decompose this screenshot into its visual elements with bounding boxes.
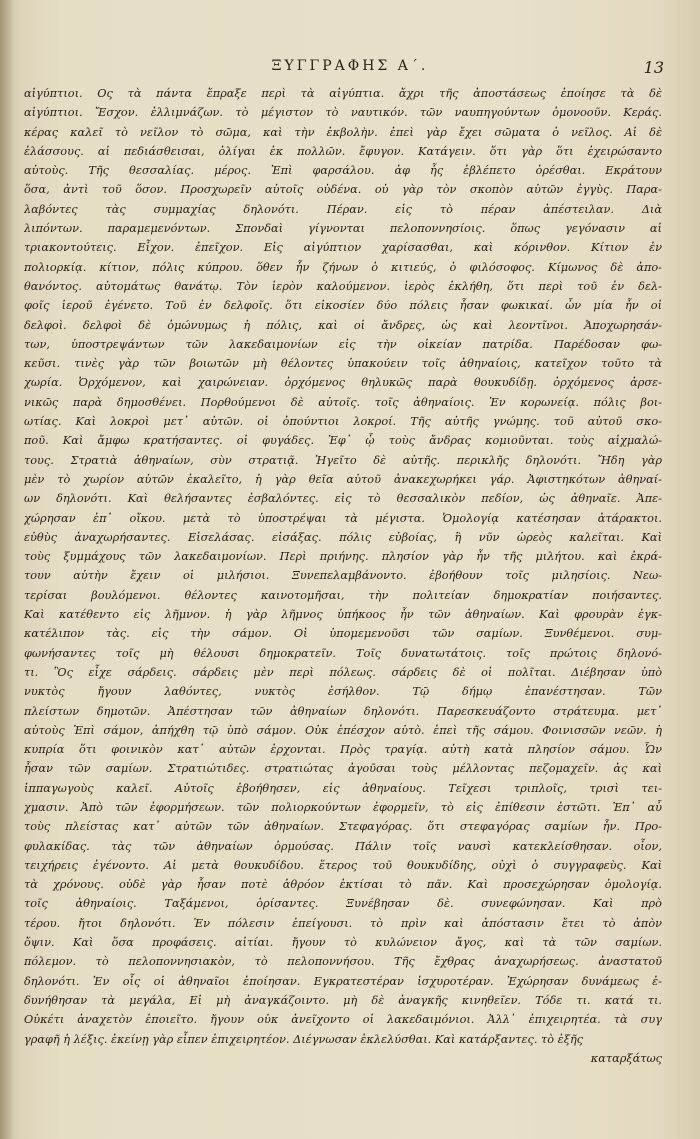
- running-head: ΞΥΓΓΡΑΦΗΣ Α΄.: [271, 58, 429, 74]
- text-line: ἐλάσσους. αἱ πεδιάσθεισαι, ὀλίγαι ἐκ πολλῶν. ἔφυγον. Κατάγειν. ὅτι γὰρ ὅτι ἐχειρώσαντο: [24, 144, 662, 158]
- text-line: τοὺς ξυμμάχους τῶν λακεδαιμονίων. Περὶ πριήνης. πλησίον γὰρ ἦν τῆς μιλήτου. καὶ ἐκρά-: [24, 550, 662, 564]
- text-line: τους. Στρατιὰ ἀθηναίων, σὺν στρατιᾷ. Ἡγεῖτο δὲ αὐτῆς. περικλῆς δηλονότι. Ἤδη γὰρ: [24, 453, 662, 467]
- text-line: πολιορκίᾳ. κίτιον, πόλις κύπρου. ὅθεν ἦν ζήνων ὁ κιτιεύς, ὁ φιλόσοφος. Κίμωνος δὲ ἀπο-: [24, 260, 662, 274]
- text-line: χμασιν. Ἀπὸ τῶν ἐφορμήσεων. τῶν πολιορκούντων ἐφορμεῖν, τὸ εἰς ἐπίθεσιν ἐστῶτι. Ἐπ᾽ αὖ: [24, 800, 662, 814]
- text-line: Καὶ κατέθεντο εἰς λῆμνον. ἡ γὰρ λῆμνος ὑπήκοος ἦν τῶν ἀθηναίων. Καὶ φρουρὰν ἐγκ-: [24, 608, 662, 622]
- text-line: ὄψιν. Καὶ ὅσα προφάσεις. αἰτίαι. ἤγουν τὸ κυλώνειον ἄγος, καὶ τὰ τῶν σαμίων.: [24, 936, 662, 950]
- text-line: θανόντος. αὐτομάτως θανάτῳ. Τὸν ἱερὸν καλούμενον. ἱερὸς ἐκλήθη, ὅτι περὶ τοῦ ἐν δελ-: [24, 279, 662, 293]
- text-line: τοῖς ἀθηναίοις. Ταξάμενοι, ὁρίσαντες. Ξυνέβησαν δὲ. συνεφώνησαν. Καὶ πρὸ: [24, 897, 662, 911]
- text-line: ωτίας. Καὶ λοκροὶ μετ᾽ αὐτῶν. οἱ ὀπούντιοι λοκροί. Τῆς αὐτῆς γνώμης. τοῦ αὐτοῦ σκο-: [24, 415, 662, 429]
- text-line: Οὐκέτι ἀναχετὸν ἐποιεῖτο. ἤγουν οὐκ ἀνεῖχοντο οἱ λακεδαιμόνιοι. Ἀλλ᾽ ἐπιχειρητέα. τὰ συγ: [24, 1013, 662, 1027]
- text-line: φωνήσαντες τοῖς μὴ θέλουσι δημοκρατεῖν. Τοῖς δυνατωτάτοις. τοῖς πρώτοις δηλονό-: [24, 646, 662, 660]
- page-header: [0, 58, 700, 80]
- text-line: φυλακίδας. τὰς τῶν ἀθηναίων ὁρμούσας. Πάλιν τοῖς ναυσὶ κατεκλείσθησαν. οἶον,: [24, 839, 662, 853]
- text-line: τουν αὐτὴν ἔχειν οἱ μιλήσιοι. Ξυνεπελαμβάνοντο. ἐβοήθουν τοῖς μιλησίοις. Νεω-: [24, 569, 662, 583]
- text-line: αὐτοὺς. Τῆς θεσσαλίας. μέρος. Ἐπὶ φαρσάλου. ἀφ ἧς ἐβλέπετο ὀρέσθαι. Εκράτουν: [24, 164, 662, 178]
- text-line: χώρησαν ἐπ᾽ οἴκου. μετὰ τὸ ὑποστρέψαι τὰ μέγιστα. Ὁμολογίᾳ κατέσησαν ἀτάρακτοι.: [24, 511, 662, 525]
- text-line: πόλεμον. τὸ πελοποννησιακὸν, τὸ πελοποννήσου. Τῆς ἔχθρας ἀναχωρήσεως. ἀναστατοῦ: [24, 955, 662, 969]
- text-line: λαβόντες τὰς συμμαχίας δηλονότι. Πέραν. εἰς τὸ πέραν ἀπέστειλαν. Διὰ: [24, 202, 662, 216]
- text-line: τι. Ὃς εἶχε σάρδεις. σάρδεις μὲν περὶ πόλεως. σάρδεις δὲ οἱ πολῖται. Διέβησαν ὑπὸ: [24, 665, 662, 679]
- text-line: κατέλιπον τὰς. εἰς τὴν σάμον. Οἱ ὑπομεμενοῦσι τῶν σαμίων. Ξυνθέμενοι. συμ-: [24, 627, 662, 641]
- text-line: λιπόντων. παραμεμενόντων. Σπονδαὶ γίγνονται πελοποννησίοις. ὅπως γεγόνασιν αἱ: [24, 222, 662, 236]
- page-number: 13: [643, 58, 664, 77]
- text-line: ὅσα, ἀντὶ τοῦ ὅσον. Προσχωρεῖν αὐτοῖς οὐδένα. οὐ γὰρ τὸν σκοπὸν αὐτῶν ἐγγὺς. Παρα-: [24, 183, 662, 197]
- text-line: αἰγύπτιοι. Ἔσχον. ἐλλιμνάζων. τὸ μέγιστον τὸ ναυτικόν. τῶν ναυπηγούντων ὁμονοοῦν. Κεράς.: [24, 106, 662, 120]
- text-line: τοὺς πλείστας κατ᾽ αὐτῶν τῶν ἀθηναίων. Στεφαγόρας. ὅτι στεφαγόρας σαμίων ἦν. Προ-: [24, 820, 662, 834]
- text-line: μὲν τὸ χωρίον αὐτῶν ἐκαλεῖτο, ἡ γὰρ θεῖα αὐτοῦ ἀνακεχωρήκει γάρ. Ἀφιστηκότων ἀθηναί-: [24, 472, 662, 486]
- text-line: εὐθὺς ἀναχωρήσαντες. Εἰσελάσας. εἰσάξας. πόλις εὐβοίας, ἣ νῦν ὡρεὸς καλεῖται. Καὶ: [24, 530, 662, 544]
- text-line: δελφοὶ. δελφοὶ δὲ ὁμώνυμως ἡ πόλις, καὶ οἱ ἄνδρες, ὡς καὶ λεοντῖνοι. Ἀποχωρησάν-: [24, 318, 662, 332]
- text-line: τερίσαι βουλόμενοι. θέλοντες καινοτομῆσαι, τὴν πολιτείαν δημοκρατίαν ποιήσαντες.: [24, 588, 662, 602]
- text-line: τειχήρεις ἐγένοντο. Αἱ μετὰ θουκυδίδου. ἕτερος τοῦ θουκυδίδης, οὐχὶ ὁ συγγραφεὺς. Καὶ: [24, 858, 662, 872]
- text-line: τὰ χρόνους. οὐδὲ γὰρ ἦσαν ποτὲ ἀθρόον ἐκτίσαι τὸ πᾶν. Καὶ προσεχώρησαν ὁμολογίᾳ.: [24, 878, 662, 892]
- text-line: δηλονότι. Ἐν οἷς οἱ ἀθηναῖοι ἐποίησαν. Εγκρατεστέραν ἰσχυροτέραν. Ἐχώρησαν δυνάμεως ἐ-: [24, 974, 662, 988]
- catchword: καταρξάτως: [590, 1051, 662, 1065]
- text-line: πλείστων δημοτῶν. Ἀπέστησαν τῶν ἀθηναίων δηλονότι. Παρεσκευάζοντο στράτευμα. μετ᾽: [24, 704, 662, 718]
- text-line: νικῶς παρὰ δημοσθένει. Πορθούμενοι δὲ αὐτοῖς. τοῖς ἀθηναίοις. Ἐν κορωνείᾳ. πόλις βοι-: [24, 395, 662, 409]
- text-line: τέρου. ἤτοι δηλονότι. Ἐν πόλεσιν ἐπείγουσι. τὸ πρὶν καὶ ἀπόστασιν ἔτει τὸ ἀπὸν: [24, 916, 662, 930]
- text-line: φοῖς ἱεροῦ ἐγένετο. Τοῦ ἐν δελφοῖς. ὅτι εἰκοσίεν δύο πόλεις ἦσαν φωκικαί. ὧν μία ἦν οἱ: [24, 299, 662, 313]
- text-line: κέρας καλεῖ τὸ νεῖλον τὸ σῶμα, καὶ τὴν ἐκβολὴν. ἐπεὶ γὰρ ἔχει σῶματα ὁ νεῖλος. Αἱ δὲ: [24, 125, 662, 139]
- text-line: ων δηλονότι. Καὶ θελήσαντες ἐσβαλόντες. εἰς τὸ θεσσαλικὸν πεδίον, ὡς ἀθηναῖε. Ἀπε-: [24, 492, 662, 506]
- text-line: τριακοντούτεις. Εἶχον. ἐπεῖχον. Εἰς αἰγύπτιον χαρίσασθαι, καὶ κόρινθον. Κίτιον ἐν: [24, 241, 662, 255]
- gutter-shadow: [0, 0, 14, 1139]
- text-line: γραφῆ ἡ λέξις. ἐκείνῃ γὰρ εἶπεν ἐπιχειρητέον. Διέγνωσαν ἐκλελύσθαι. Καὶ κατάρξαντες. τὸ ἐξῆς: [24, 1032, 584, 1046]
- text-line: ἱππαγωγοὺς καλεῖ. Αὐτοῖς ἐβοήθησεν, εἰς ἀθηναίους. Τεῖχεσι τριπλοῖς, τρισὶ τει-: [24, 781, 662, 795]
- text-line: των, ὑποστρεψάντων τῶν λακεδαιμονίων εἰς τὴν οἰκείαν πατρίδα. Παρέδοσαν φω-: [24, 337, 662, 351]
- text-line: χωρία. Ὀρχόμενον, καὶ χαιρώνειαν. ὀρχόμενος θηλυκῶς παρὰ θουκυδίδῃ. ὀρχόμενος ἀρσε-: [24, 376, 662, 390]
- text-line: αὐτοὺς Ἐπὶ σάμον, ἀπήχθη τῷ ὑπὸ σάμον. Οὐκ ἐπέσχον αὐτὸ. ἐπεὶ τῆς σάμου. Φοινισσῶν νεῶν. ἡ: [24, 723, 662, 737]
- text-line: αἰγύπτιοι. Ος τὰ πάντα ἔπραξε περὶ τὰ αἰγύπτια. ἄχρι τῆς ἀποστάσεως ἐποίησε τὰ δὲ: [24, 87, 662, 100]
- text-line: ποῦ. Καὶ ἄμφω κρατήσαντες. οἱ φυγάδες. Ἐφ᾽ ᾧ τοὺς ἄνδρας κομιοῦνται. τοὺς αἰχμαλώ-: [24, 434, 662, 448]
- text-line: δυνήθησαν τὰ μεγάλα, Εἰ μὴ ἀναγκάζοιντο. μὴ δὲ ἀναγκῆς κινηθεῖεν. Τόδε τι. κατά τι.: [24, 993, 662, 1007]
- text-line: ἦσαν τῶν σαμίων. Στρατιώτιδες. στρατιώτας ἀγοῦσαι τοὺς μέλλοντας πεζομαχεῖν. ἀς καὶ: [24, 762, 662, 776]
- text-line: κυπρία ὅτι φοινικὸν κατ᾽ αὐτῶν ἐρχονται. Πρὸς τραγίᾳ. αὐτὴ κατὰ πλησίον σάμου. Ὧν: [24, 743, 662, 757]
- text-line: κεῦσι. τινὲς γὰρ τῶν βοιωτῶν μὴ θέλοντες ὑπακούειν τοῖς ἀθηναίοις, κατεῖχον τοῦτο τὰ: [24, 357, 662, 371]
- text-line: νυκτὸς ἤγουν λαθόντες, νυκτὸς ἐσήλθον. Τῷ δήμῳ ἐπανέστησαν. Τῶν: [24, 685, 662, 699]
- commentary-text-block: [24, 84, 662, 1068]
